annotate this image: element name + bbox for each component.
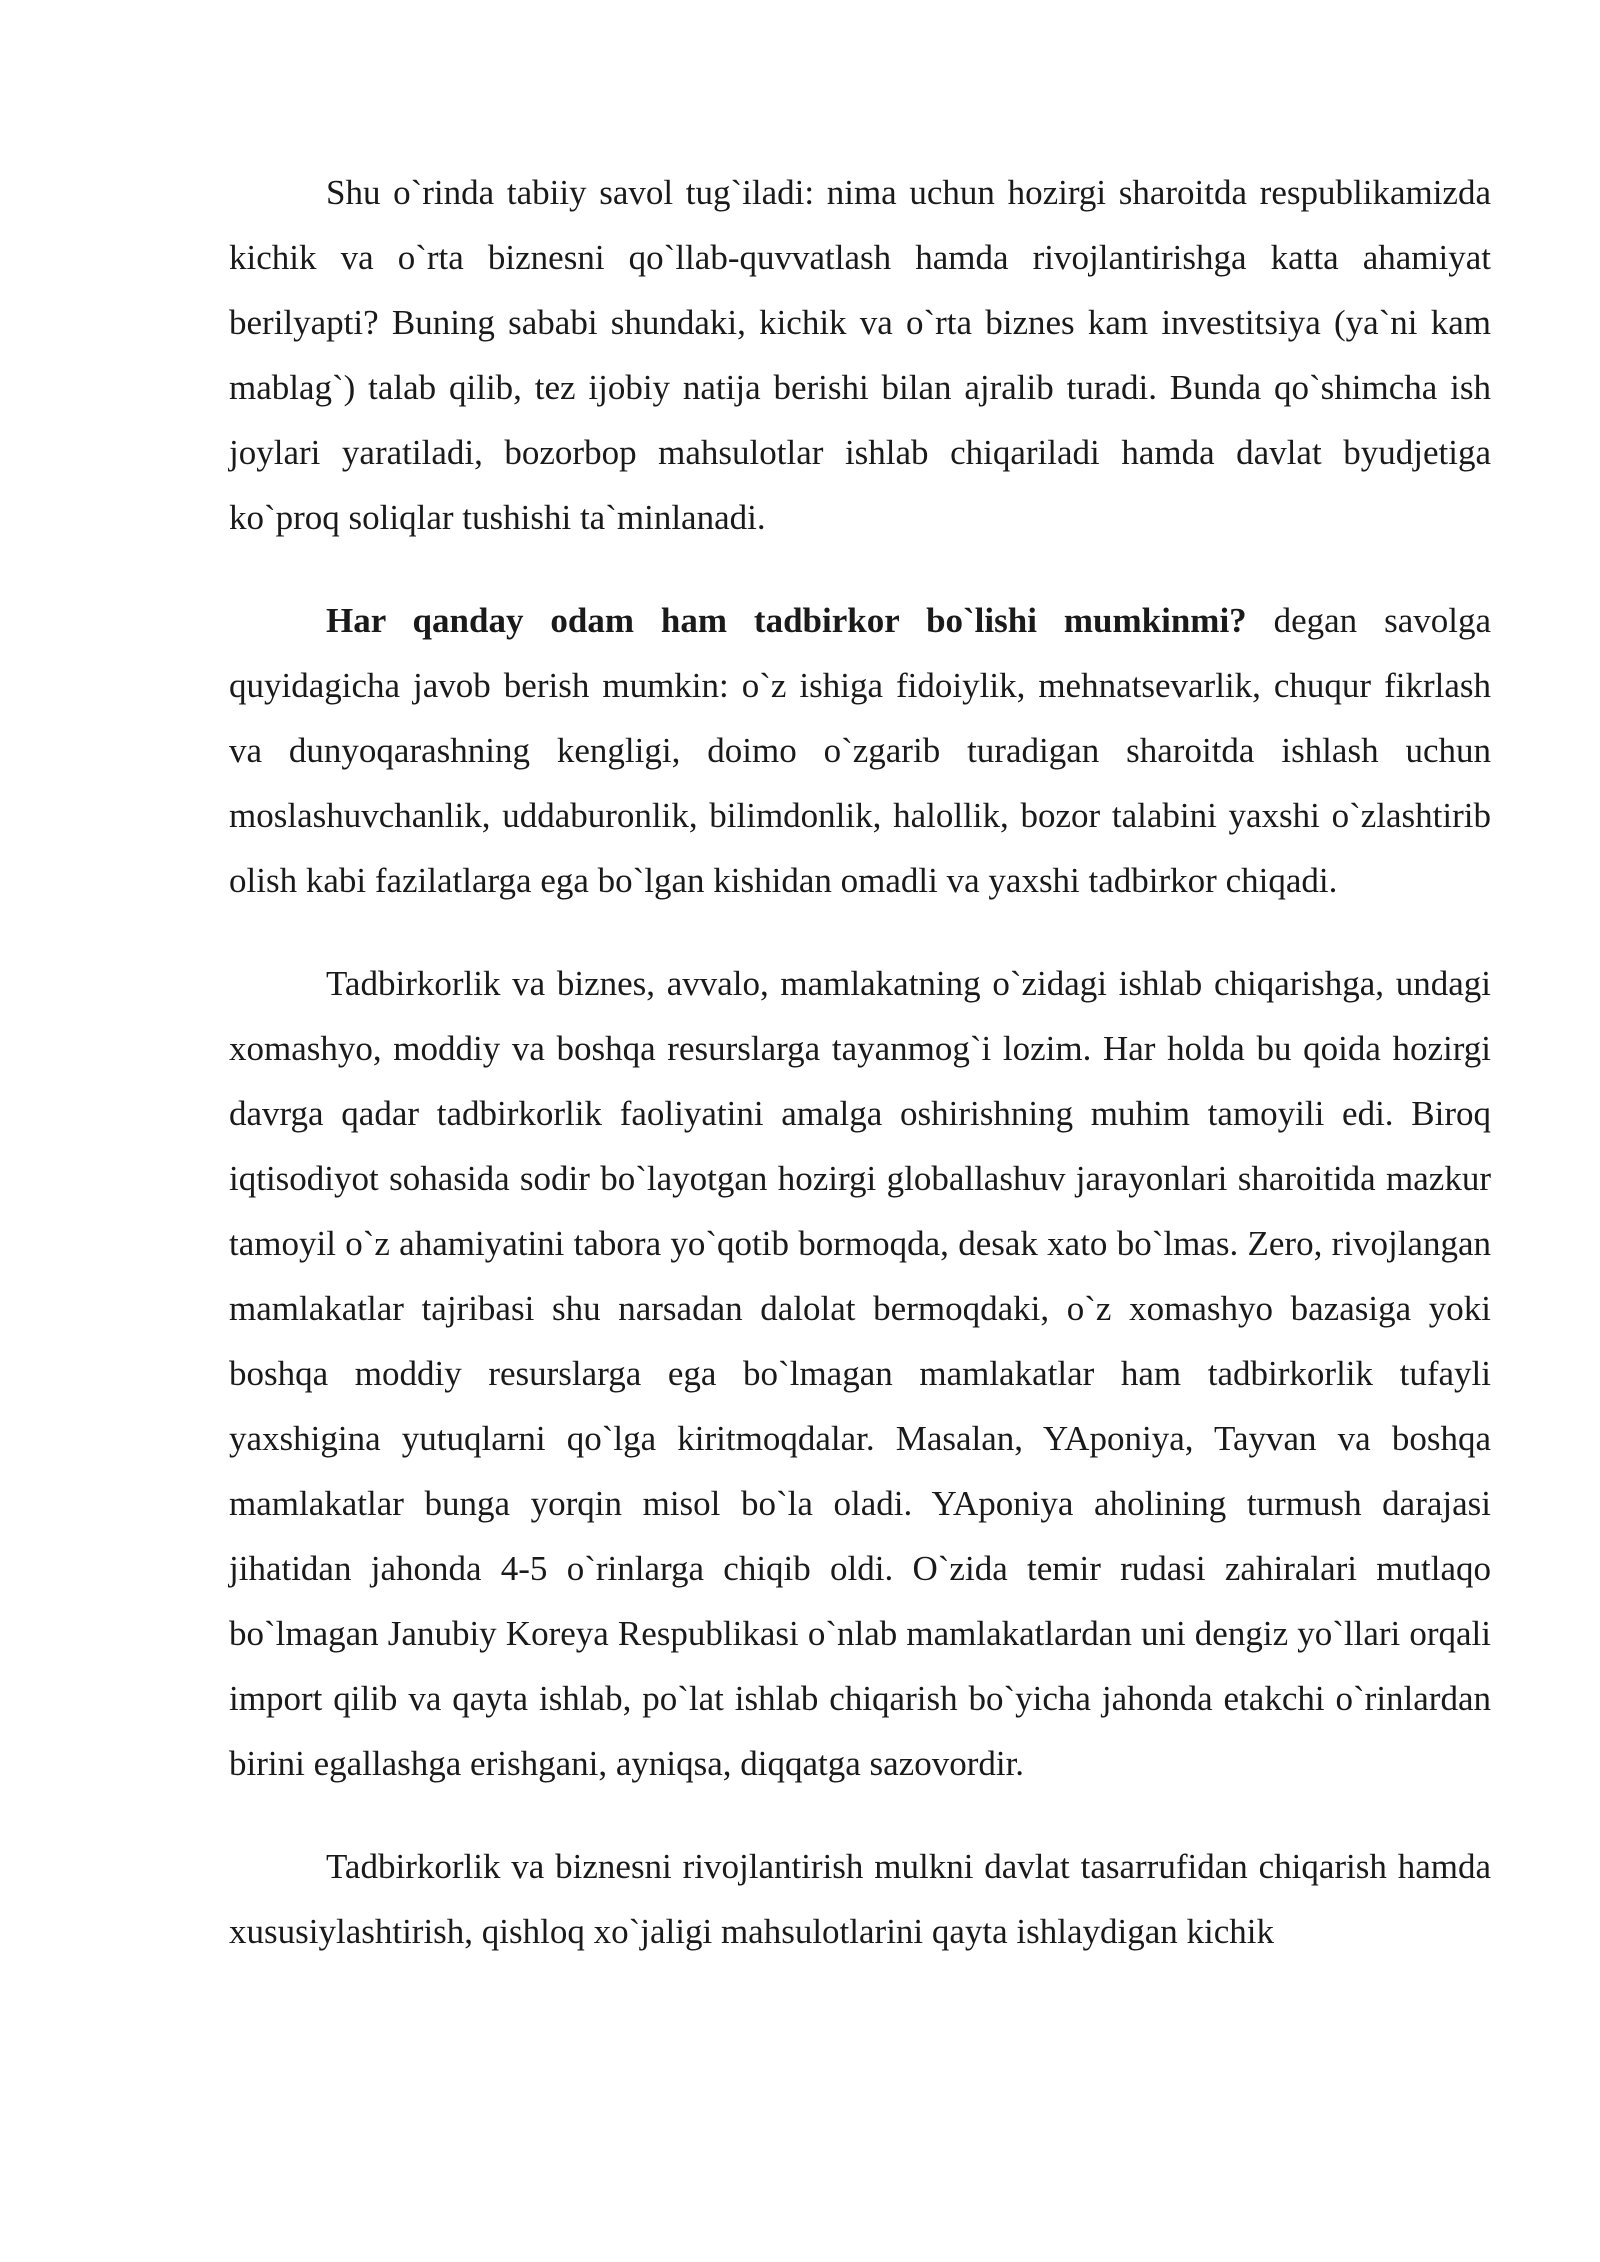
paragraph-2-text: degan savolga quyidagicha javob berish mumkin: o`z ishiga fidoiylik, mehnatsevarlik, chuqur fikrlash va dunyoqarashning kengligi, doimo o`zgarib turadigan sharoitda ishlash uchun moslashuvchanlik, uddaburonlik, bilimdonlik, halollik, bozor talabini yaxshi o`zlashtirib olish kabi fazilatlarga ega bo`lgan kishidan omadli va yaxshi tadbirkor chiqadi. <box>229 601 1492 900</box>
paragraph-2-lead: Har qanday odam ham tadbirkor bo`lishi mumkinmi? <box>326 601 1247 640</box>
paragraph-1-text: Shu o`rinda tabiiy savol tug`iladi: nima uchun hozirgi sharoitda respublikamizda kichik va o`rta biznesni qo`llab-quvvatlash hamda rivojlantirishga katta ahamiyat berilyapti? Buning sababi shundaki, kichik va o`rta biznes kam investitsiya (ya`ni kam mablag`) talab qilib, tez ijobiy natija berishi bilan ajralib turadi. Bunda qo`shimcha ish joylari yaratiladi, bozorbop mahsulotlar ishlab chiqariladi hamda davlat byudjetiga ko`proq soliqlar tushishi ta`minlanadi. <box>229 173 1491 537</box>
paragraph-3 <box>229 951 1491 1796</box>
document-body <box>229 160 1491 2002</box>
paragraph-4-text: Tadbirkorlik va biznesni rivojlantirish mulkni davlat tasarrufidan chiqarish hamda xususiylashtirish, qishloq xo`jaligi mahsulotlarini qayta ishlaydigan kichik <box>229 1847 1491 1951</box>
paragraph-1 <box>229 160 1491 550</box>
paragraph-3-text: Tadbirkorlik va biznes, avvalo, mamlakatning o`zidagi ishlab chiqarishga, undagi xomashyo, moddiy va boshqa resurslarga tayanmog`i lozim. Har holda bu qoida hozirgi davrga qadar tadbirkorlik faoliyatini amalga oshirishning muhim tamoyili edi. Biroq iqtisodiyot sohasida sodir bo`layotgan hozirgi globallashuv jarayonlari sharoitida mazkur tamoyil o`z ahamiyatini tabora yo`qotib bormoqda, desak xato bo`lmas. Zero, rivojlangan mamlakatlar tajribasi shu narsadan dalolat bermoqdaki, o`z xomashyo bazasiga yoki boshqa moddiy resurslarga ega bo`lmagan mamlakatlar ham tadbirkorlik tufayli yaxshigina yutuqlarni qo`lga kiritmoqdalar. Masalan, YAponiya, Tayvan va boshqa mamlakatlar bunga yorqin misol bo`la oladi. YAponiya aholining turmush darajasi jihatidan jahonda 4-5 o`rinlarga chiqib oldi. O`zida temir rudasi zahiralari mutlaqo bo`lmagan Janubiy Koreya Respublikasi o`nlab mamlakatlardan uni dengiz yo`llari orqali import qilib va qayta ishlab, po`lat ishlab chiqarish bo`yicha jahonda etakchi o`rinlardan birini egallashga erishgani, ayniqsa, diqqatga sazovordir. <box>229 964 1491 1783</box>
paragraph-4 <box>229 1834 1491 1964</box>
paragraph-2 <box>229 588 1491 913</box>
